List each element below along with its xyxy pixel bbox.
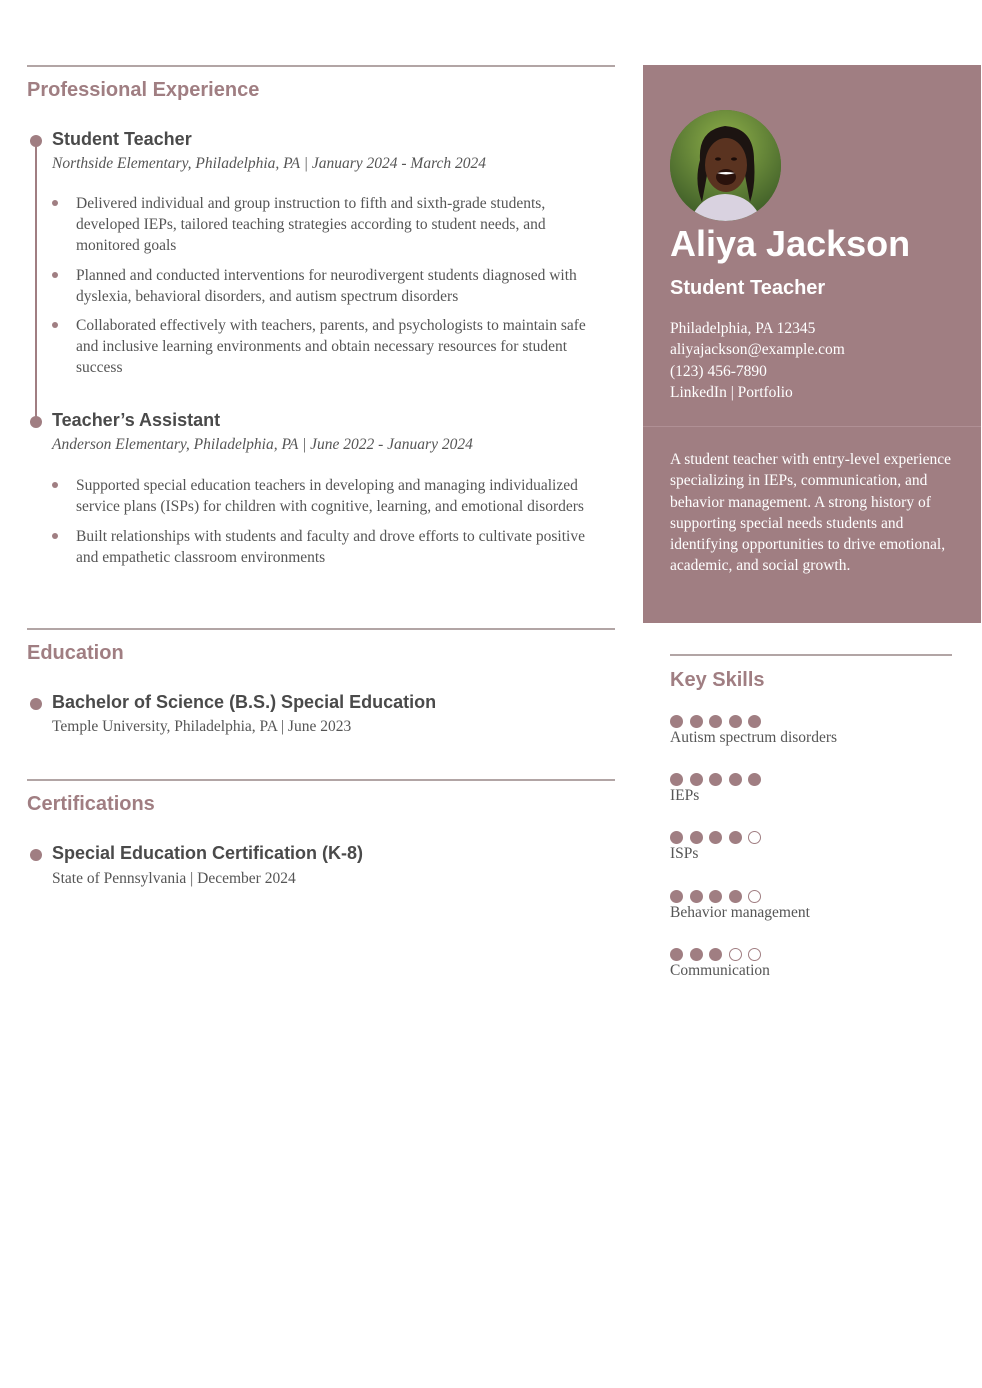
certifications-section	[27, 779, 615, 909]
rating-dot-filled	[690, 715, 703, 728]
skill-name: Autism spectrum disorders	[670, 729, 838, 746]
timeline-dot	[30, 849, 42, 861]
rating-dot-filled	[690, 948, 703, 961]
rating-dot-filled	[729, 715, 742, 728]
skill-name: Behavior management	[670, 903, 810, 921]
contact-links[interactable]: LinkedIn | Portfolio	[670, 383, 793, 401]
job-bullets	[52, 475, 600, 576]
certification-title: Special Education Certification (K-8)	[52, 843, 364, 863]
certifications-heading: Certifications	[27, 793, 155, 815]
contact-phone: (123) 456-7890	[670, 362, 767, 380]
timeline-dot	[30, 135, 42, 147]
profile-role: Student Teacher	[670, 277, 826, 299]
rating-dot-empty	[748, 890, 761, 903]
profile-photo	[670, 110, 781, 221]
rating-dot-filled	[729, 773, 742, 786]
rating-dot-filled	[709, 773, 722, 786]
rating-dot-filled	[709, 831, 722, 844]
job-subtitle: Northside Elementary, Philadelphia, PA | January 2024 - March 2024	[52, 155, 487, 172]
job-title: Teacher’s Assistant	[52, 410, 221, 430]
rating-dot-filled	[709, 890, 722, 903]
rating-dot-filled	[690, 890, 703, 903]
rating-dot-filled	[709, 948, 722, 961]
list-item	[52, 526, 600, 568]
skill-rating	[670, 948, 768, 961]
bullet-dot	[52, 272, 58, 278]
rating-dot-filled	[670, 715, 683, 728]
timeline-line	[35, 146, 37, 421]
skills-heading: Key Skills	[670, 669, 765, 691]
skill-name: IEPs	[670, 787, 700, 805]
rating-dot-filled	[748, 773, 761, 786]
skill-rating	[670, 773, 768, 786]
profile-name: Aliya Jackson	[670, 223, 911, 264]
rating-dot-filled	[670, 948, 683, 961]
rating-dot-filled	[709, 715, 722, 728]
bullet-dot	[52, 533, 58, 539]
rating-dot-filled	[670, 773, 683, 786]
rating-dot-filled	[670, 831, 683, 844]
profile-summary: A student teacher with entry-level experience specializing in IEPs, communication, and behavior management. A strong history of supporting special needs students and identifying opportunities to drive emotional, academic, and social growth.	[670, 451, 952, 575]
bullet-text: Supported special education teachers in developing and managing individualized service plans (ISPs) for children with cognitive, learning, and emotional disorders	[76, 477, 584, 515]
experience-section	[27, 65, 615, 605]
rating-dot-filled	[729, 831, 742, 844]
bullet-text: Delivered individual and group instruction to fifth and sixth-grade students, developed IEPs, tailored teaching strategies according to student needs, and monitored goals	[76, 195, 546, 254]
contact-info	[670, 318, 845, 403]
list-item	[52, 193, 600, 256]
rating-dot-filled	[690, 773, 703, 786]
job-title: Student Teacher	[52, 129, 192, 149]
avatar-illustration	[670, 110, 781, 221]
list-item	[52, 265, 600, 307]
degree-details: Temple University, Philadelphia, PA | June 2023	[52, 718, 352, 735]
degree-title: Bachelor of Science (B.S.) Special Education	[52, 692, 437, 712]
job-bullets	[52, 193, 600, 387]
education-section	[27, 628, 615, 758]
list-item	[52, 315, 600, 378]
experience-heading: Professional Experience	[27, 79, 260, 101]
skill-rating	[670, 715, 768, 728]
rating-dot-filled	[690, 831, 703, 844]
skill-rating	[670, 831, 768, 844]
rating-dot-empty	[748, 948, 761, 961]
bullet-text: Planned and conducted interventions for neurodivergent students diagnosed with dyslexia, behavioral disorders, and autism spectrum disorders	[76, 266, 577, 305]
list-item	[52, 475, 600, 517]
timeline-dot	[30, 698, 42, 710]
contact-location: Philadelphia, PA 12345	[670, 320, 816, 337]
rating-dot-empty	[729, 948, 742, 961]
timeline-dot	[30, 416, 42, 428]
profile-panel	[643, 65, 981, 623]
rating-dot-empty	[748, 831, 761, 844]
skills-section	[670, 654, 952, 979]
bullet-text: Built relationships with students and faculty and drove efforts to cultivate positive and empathetic classroom environments	[76, 527, 585, 566]
rating-dot-filled	[670, 890, 683, 903]
bullet-dot	[52, 200, 58, 206]
contact-email[interactable]: aliyajackson@example.com	[670, 341, 845, 359]
certification-details: State of Pennsylvania | December 2024	[52, 870, 296, 887]
skill-name: ISPs	[670, 845, 699, 863]
bullet-dot	[52, 482, 58, 488]
rating-dot-filled	[748, 715, 761, 728]
job-subtitle: Anderson Elementary, Philadelphia, PA | June 2022 - January 2024	[52, 436, 473, 453]
bullet-dot	[52, 322, 58, 328]
skill-name: Communication	[670, 961, 770, 979]
skill-rating	[670, 890, 768, 903]
panel-divider	[643, 426, 981, 427]
bullet-text: Collaborated effectively with teachers, parents, and psychologists to maintain safe and inclusive learning environments and obtain necessary resources for student success	[76, 317, 586, 376]
education-heading: Education	[27, 642, 124, 664]
rating-dot-filled	[729, 890, 742, 903]
